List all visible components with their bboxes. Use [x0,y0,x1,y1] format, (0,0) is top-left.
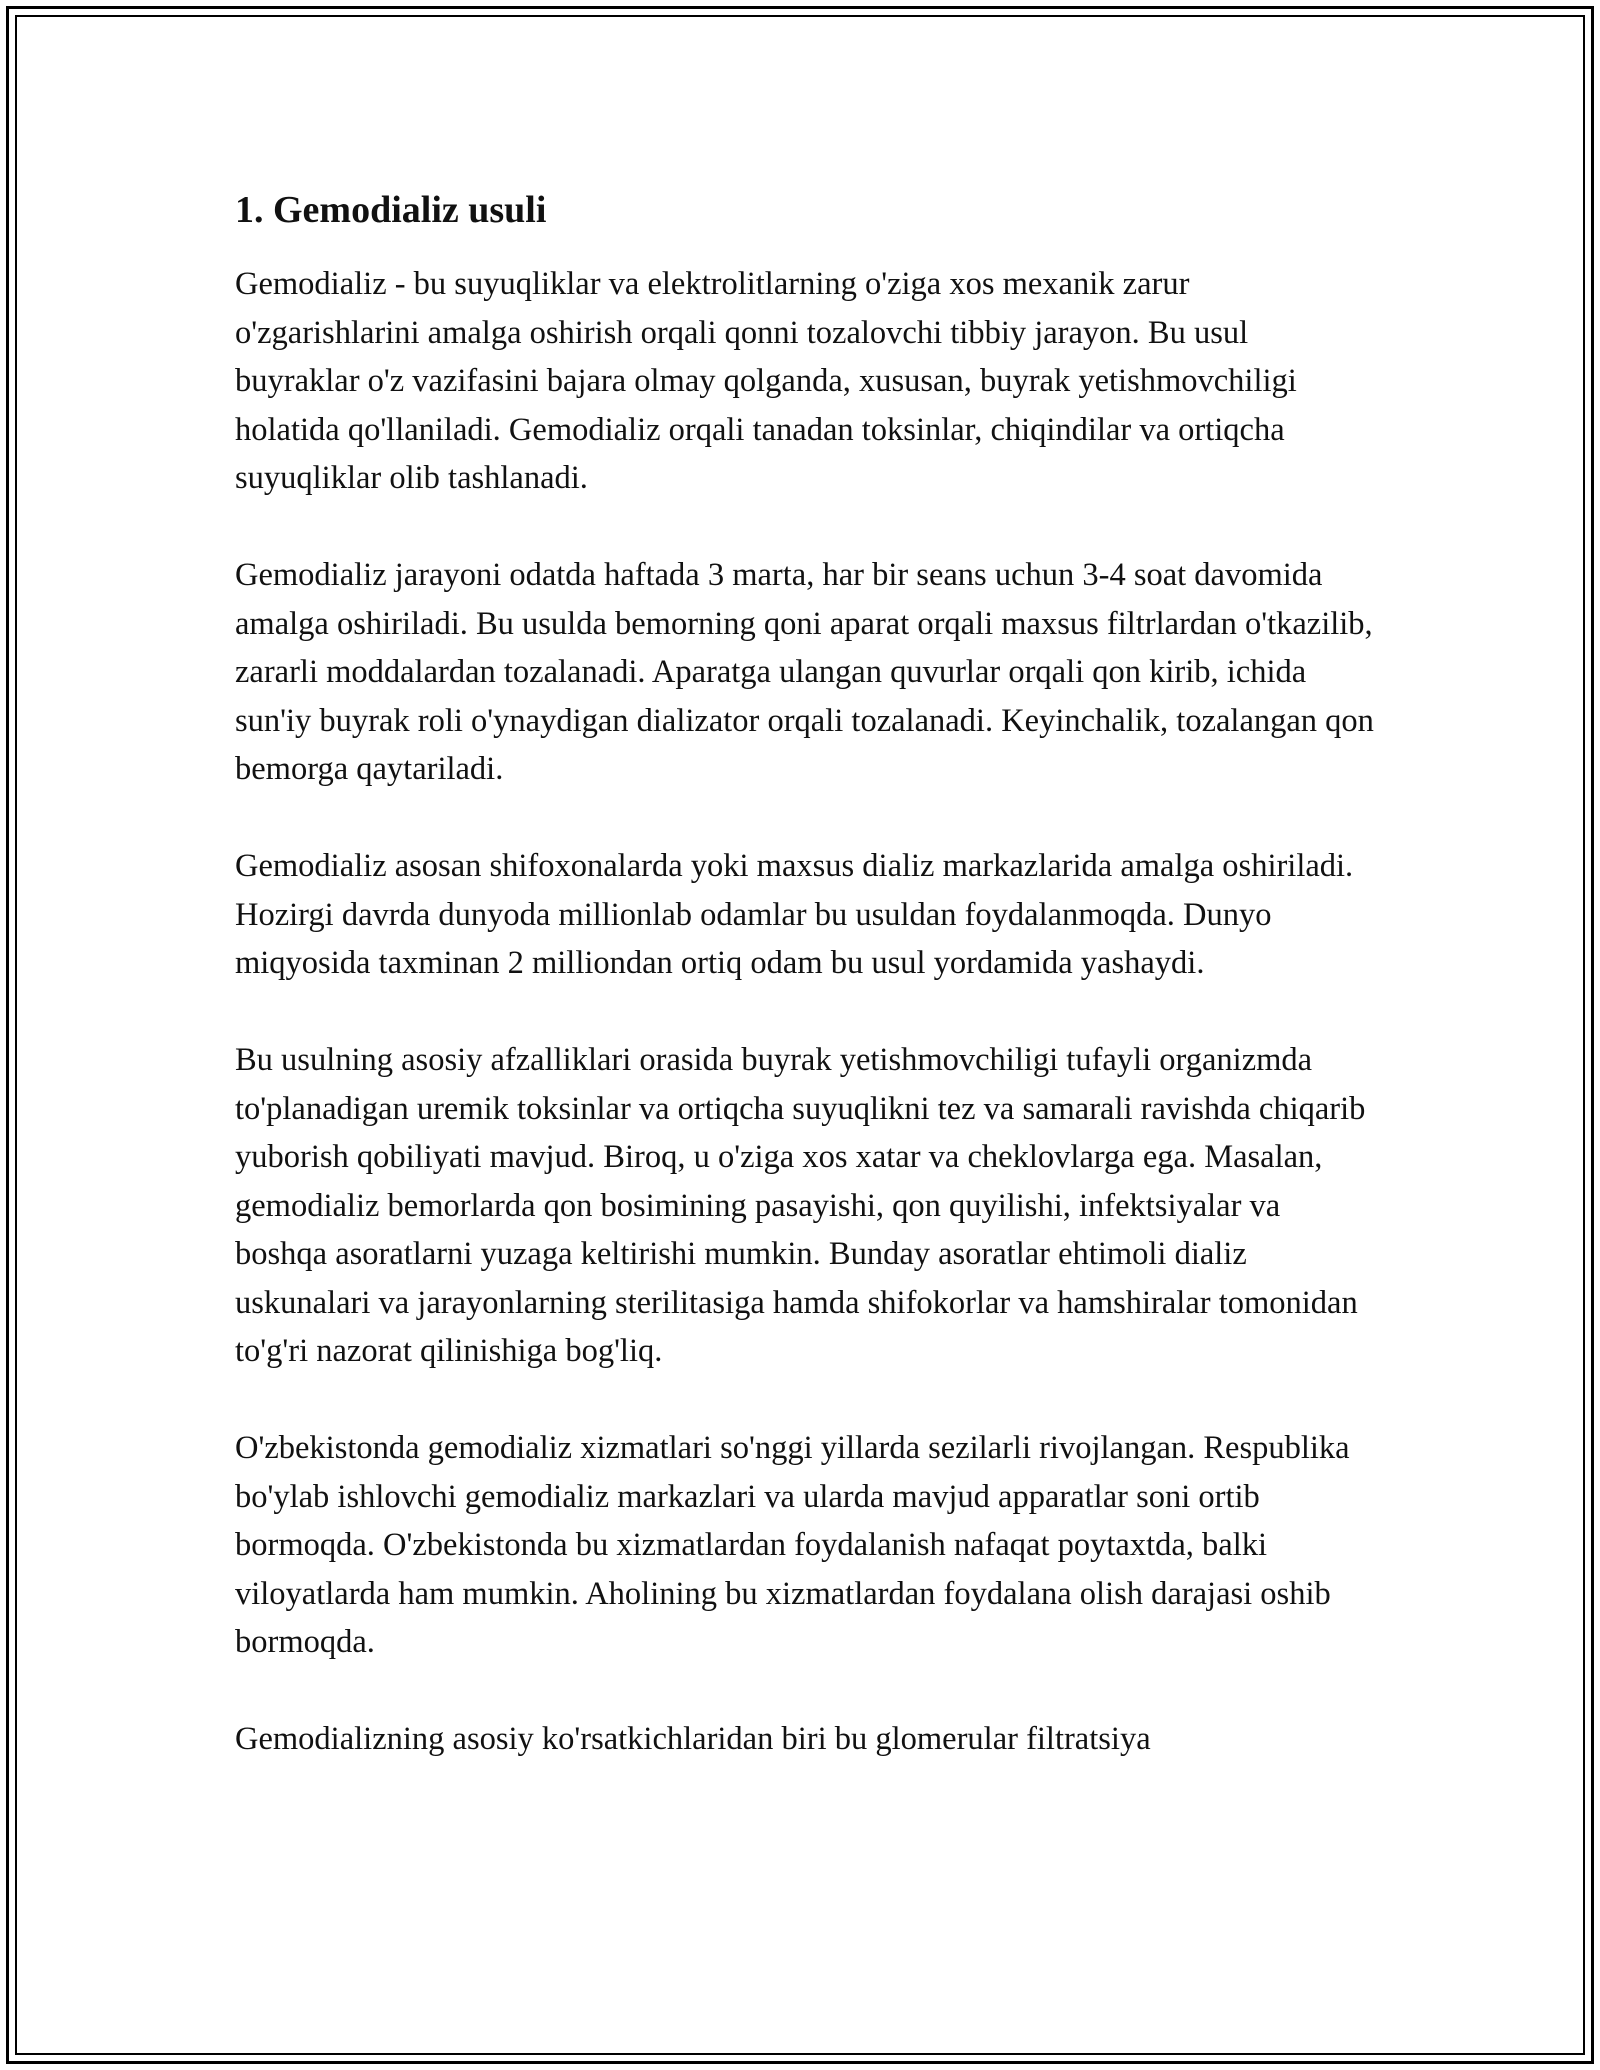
paragraph-uzbekistan: O'zbekistonda gemodializ xizmatlari so'nggi yillarda sezilarli rivojlangan. Respublika bo'ylab ishlovchi gemodializ markazlari va ularda mavjud apparatlar soni ortib bormoqda. O'zbekistonda bu xizmatlardan foydalanish nafaqat poytaxtda, balki viloyatlarda ham mumkin. Aholining bu xizmatlardan foydalana olish darajasi oshib bormoqda. [235,1430,1350,1660]
paragraph-procedure: Gemodializ jarayoni odatda haftada 3 marta, har bir seans uchun 3-4 soat davomida amalga oshiriladi. Bu usulda bemorning qoni aparat orqali maxsus filtrlardan o'tkazilib, zararli moddalardan tozalanadi. Aparatga ulangan quvurlar orqali qon kirib, ichida sun'iy buyrak roli o'ynaydigan dializator orqali tozalanadi. Keyinchalik, tozalangan qon bemorga qaytariladi. [235,557,1374,787]
paragraph-intro: Gemodializ - bu suyuqliklar va elektrolitlarning o'ziga xos mexanik zarur o'zgarishlarini amalga oshirish orqali qonni tozalovchi tibbiy jarayon. Bu usul buyraklar o'z vazifasini bajara olmay qolganda, xususan, buyrak yetishmovchiligi holatida qo'llaniladi. Gemodializ orqali tanadan toksinlar, chiqindilar va ortiqcha suyuqliklar olib tashlanadi. [235,266,1297,496]
section-heading: 1. Gemodializ usuli [235,189,547,231]
paragraph-usage: Gemodializ asosan shifoxonalarda yoki maxsus dializ markazlarida amalga oshiriladi. Hozirgi davrda dunyoda millionlab odamlar bu usuldan foydalanmoqda. Dunyo miqyosida taxminan 2 milliondan ortiq odam bu usul yordamida yashaydi. [235,848,1354,981]
document-body [235,186,1375,1812]
paragraph-advantages: Bu usulning asosiy afzalliklari orasida buyrak yetishmovchiligi tufayli organizmda to'planadigan uremik toksinlar va ortiqcha suyuqlikni tez va samarali ravishda chiqarib yuborish qobiliyati mavjud. Biroq, u o'ziga xos xatar va cheklovlarga ega. Masalan, gemodializ bemorlarda qon bosimining pasayishi, qon quyilishi, infektsiyalar va boshqa asoratlarni yuzaga keltirishi mumkin. Bunday asoratlar ehtimoli dializ uskunalari va jarayonlarning sterilitasiga hamda shifokorlar va hamshiralar tomonidan to'g'ri nazorat qilinishiga bog'liq. [235,1042,1366,1369]
paragraph-indicators: Gemodializning asosiy ko'rsatkichlaridan biri bu glomerular filtratsiya [235,1721,1151,1757]
